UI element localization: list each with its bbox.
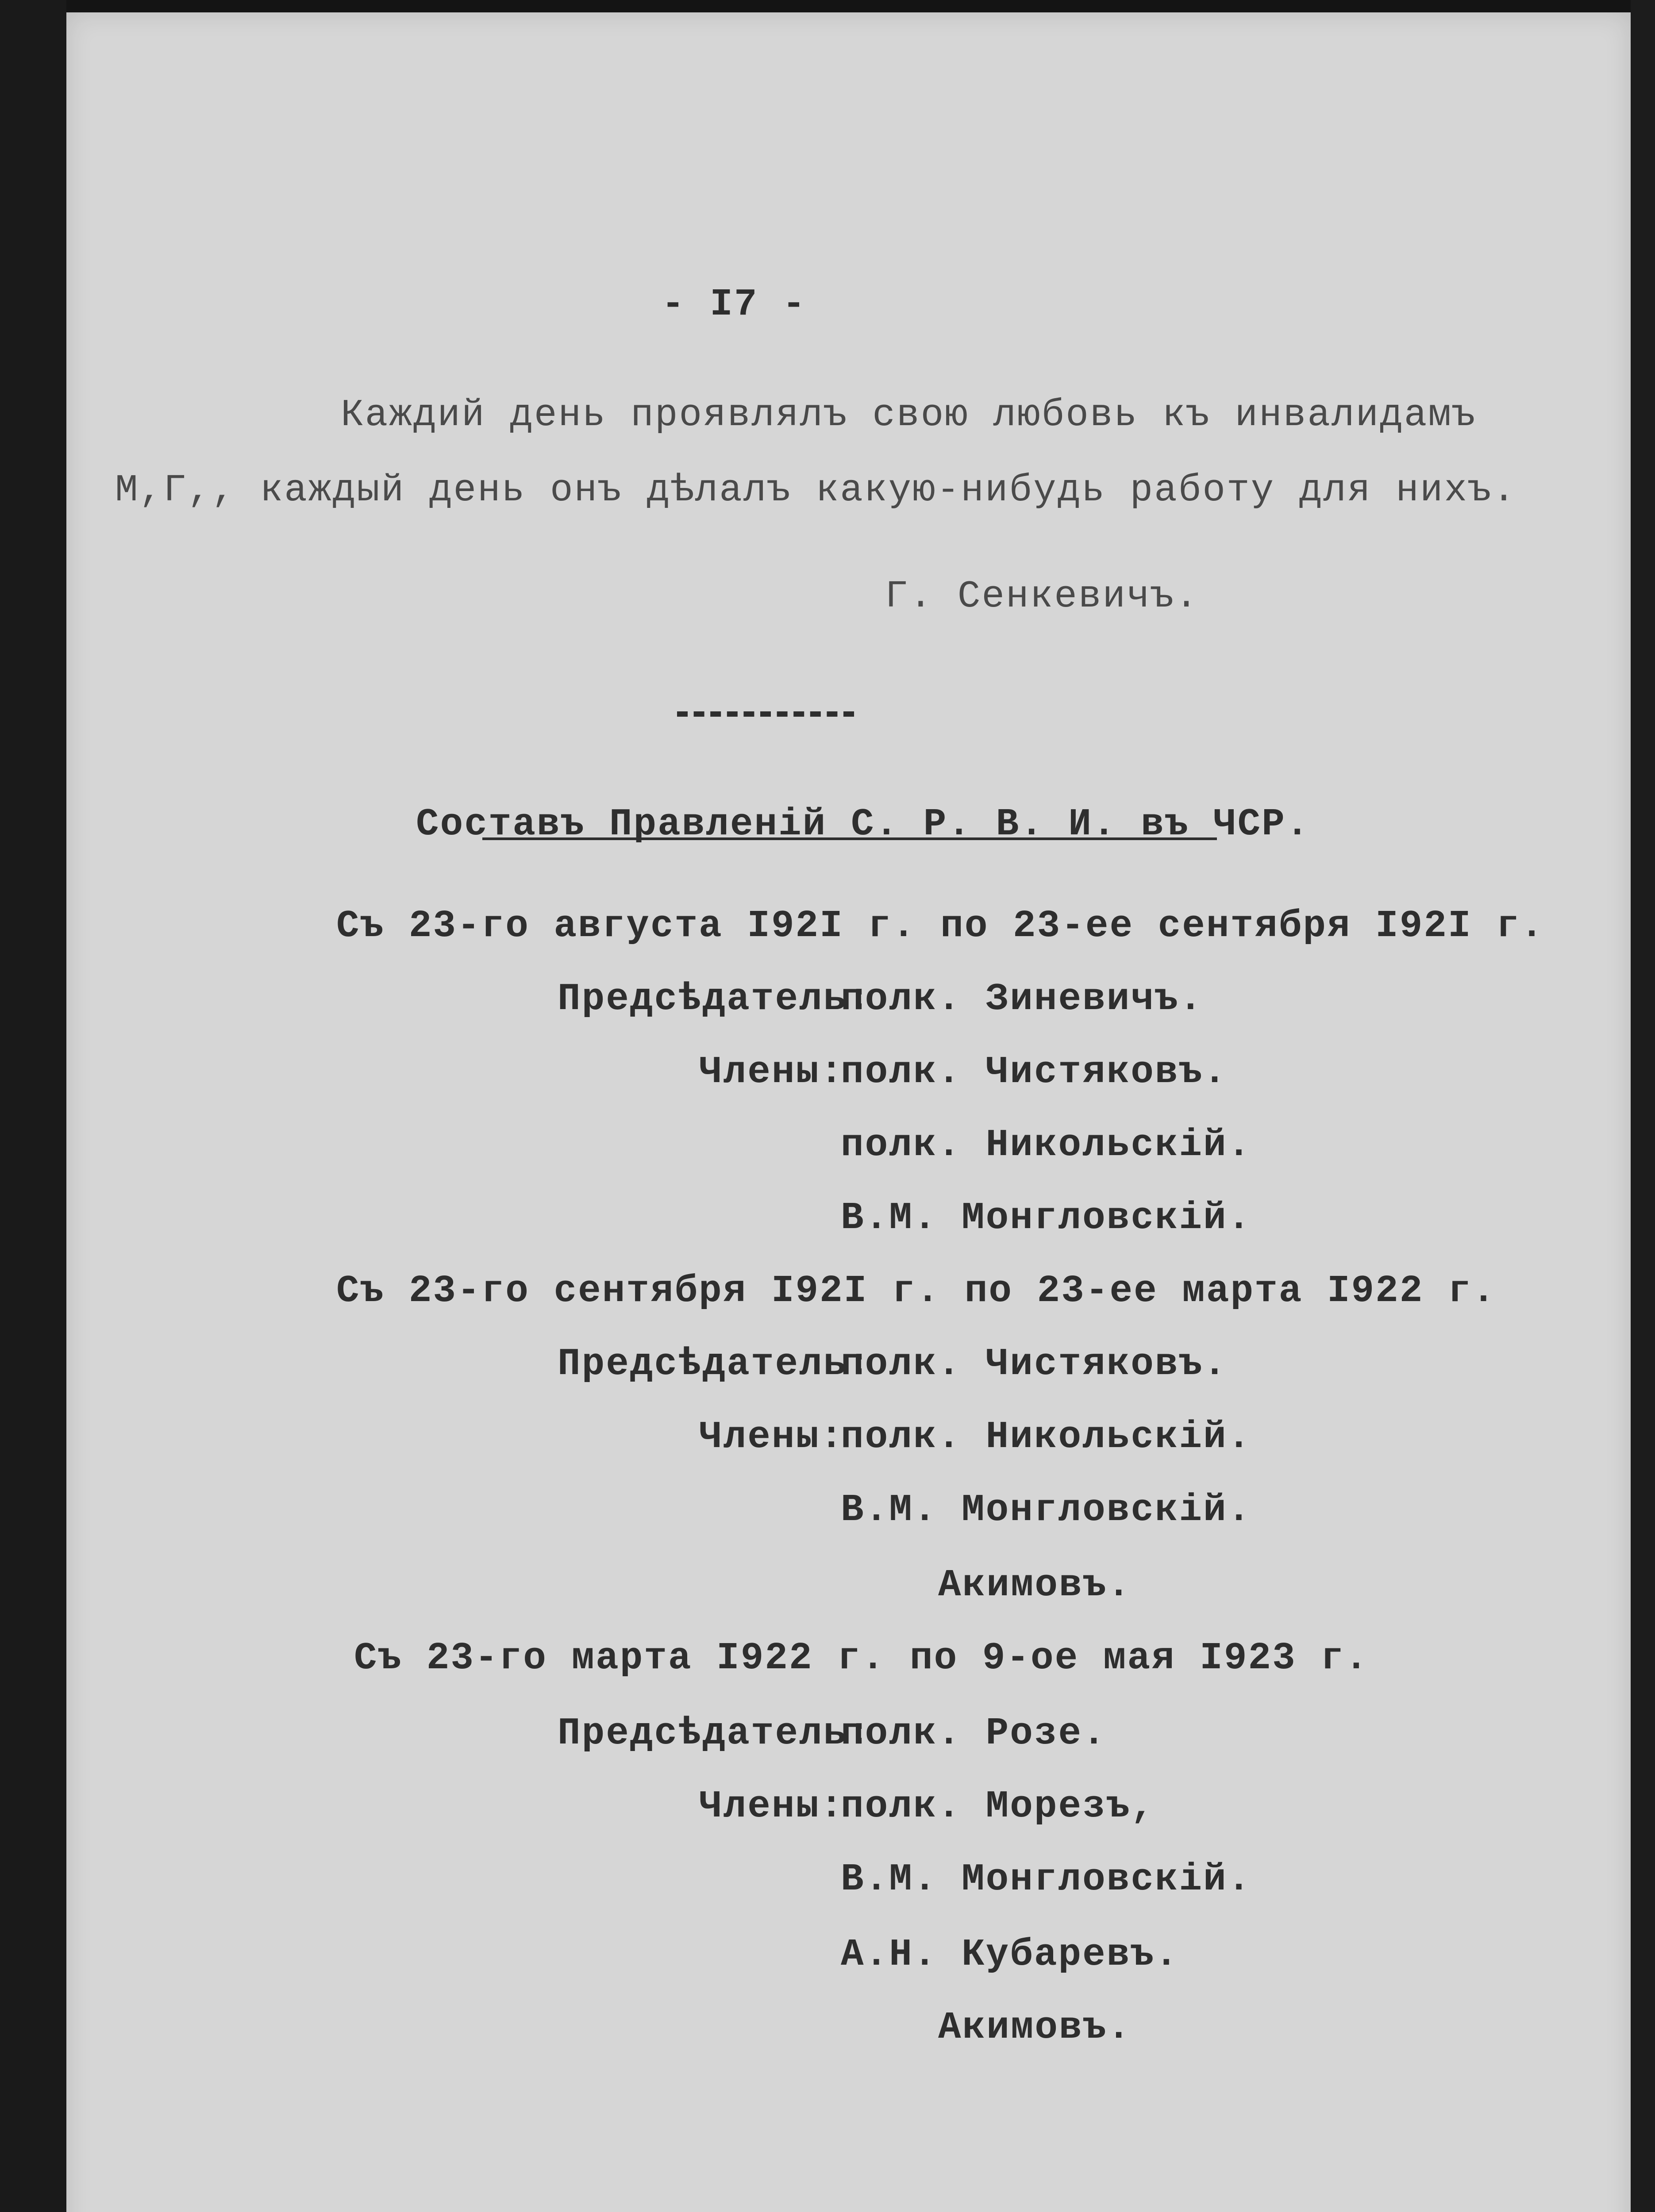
- member-name: полк. Никольскій.: [841, 1415, 1252, 1459]
- chair-name: полк. Розе.: [841, 1712, 1107, 1755]
- signature: Г. Сенкевичъ.: [885, 575, 1199, 618]
- chair-name: полк. Чистяковъ.: [841, 1342, 1228, 1386]
- scan-left-margin: [0, 0, 66, 2212]
- chair-name: полк. Зиневичъ.: [841, 977, 1204, 1021]
- intro-line-2: М,Г,, каждый день онъ дѣлалъ какую-нибудь работу для нихъ.: [115, 469, 1517, 512]
- chair-label: Предсѣдатель:: [558, 1712, 872, 1755]
- intro-line-1: Каждий день проявлялъ свою любовь къ инвалидамъ: [341, 393, 1477, 437]
- members-label: Члены:: [699, 1415, 844, 1459]
- period-title: Съ 23-го августа I92I г. по 23-ее сентября I92I г.: [336, 904, 1545, 948]
- chair-label: Предсѣдатель:: [558, 977, 872, 1021]
- member-name: В.М. Монгловскій.: [841, 1858, 1252, 1901]
- scan-right-margin: [1631, 0, 1655, 2212]
- page-number: - I7 -: [662, 283, 807, 326]
- period-title: Съ 23-го сентября I92I г. по 23-ее марта I922 г.: [336, 1269, 1497, 1313]
- heading-underline: [482, 837, 1217, 840]
- members-label: Члены:: [699, 1050, 844, 1094]
- member-name: В.М. Монгловскій.: [841, 1196, 1252, 1240]
- member-name: полк. Чистяковъ.: [841, 1050, 1228, 1094]
- member-name: полк. Морезъ,: [841, 1785, 1155, 1828]
- member-name: Акимовъ.: [938, 1563, 1132, 1607]
- chair-label: Предсѣдатель:: [558, 1342, 872, 1386]
- period-title: Съ 23-го марта I922 г. по 9-ое мая I923 г.: [354, 1636, 1369, 1680]
- document-page: [66, 12, 1631, 2212]
- member-name: Акимовъ.: [938, 2006, 1132, 2049]
- member-name: А.Н. Кубаревъ.: [841, 1933, 1179, 1976]
- member-name: полк. Никольскій.: [841, 1123, 1252, 1167]
- section-heading: Составъ Правленій С. Р. В. И. въ ЧСР.: [416, 803, 1310, 846]
- member-name: В.М. Монгловскій.: [841, 1488, 1252, 1532]
- section-separator: [677, 711, 854, 717]
- members-label: Члены:: [699, 1785, 844, 1828]
